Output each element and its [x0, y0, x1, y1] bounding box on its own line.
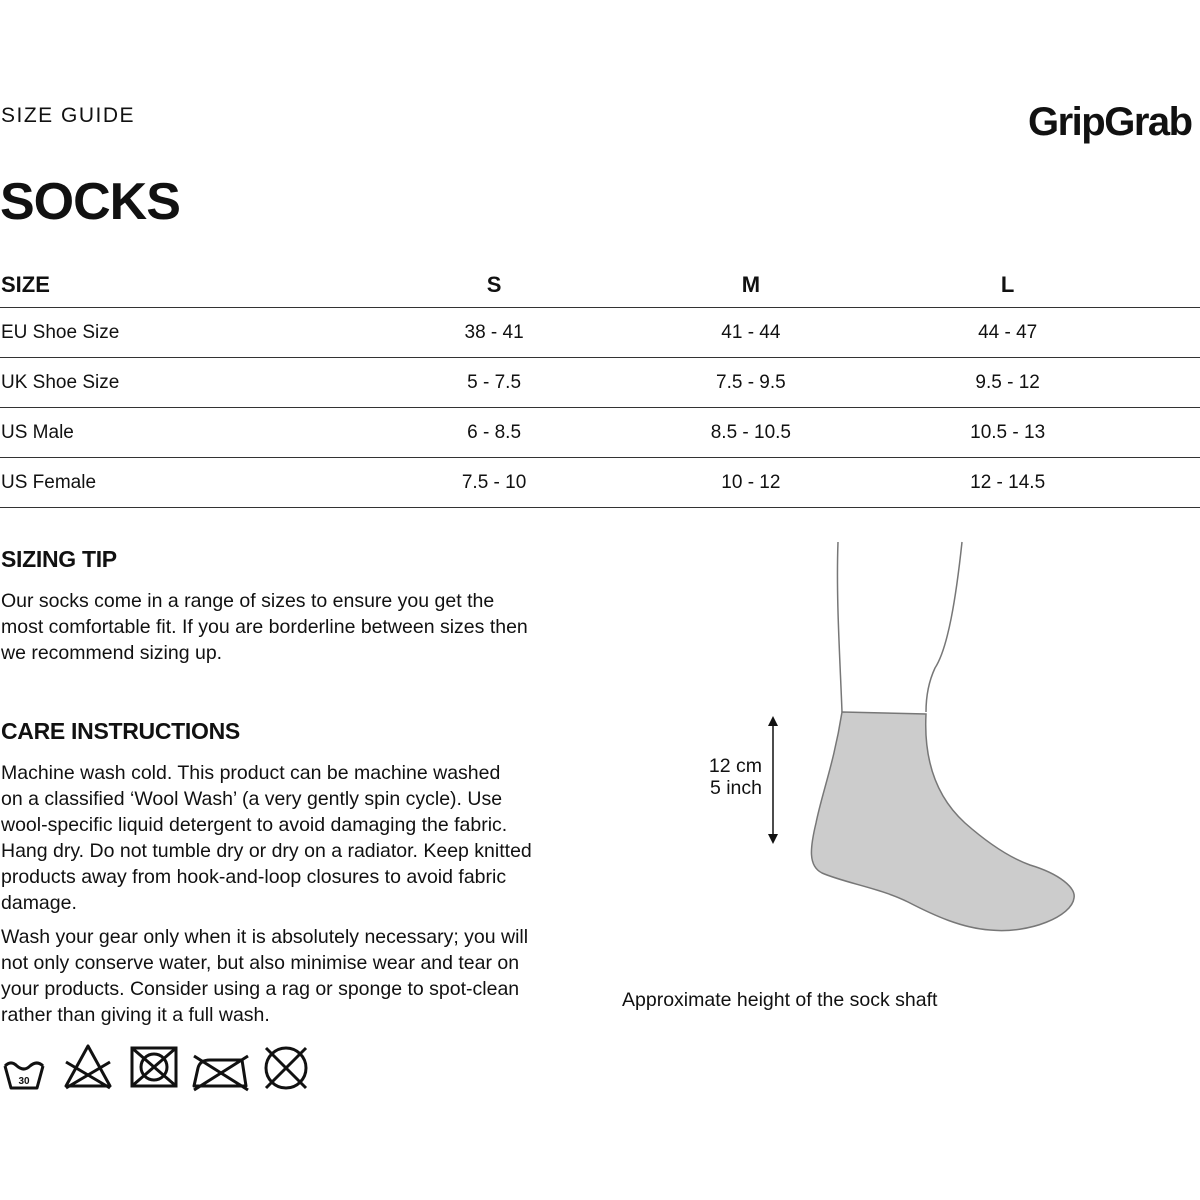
table-cell: 38 - 41 — [366, 308, 623, 358]
table-row — [0, 408, 1200, 458]
table-cell: 7.5 - 9.5 — [622, 358, 879, 408]
measure-inch: 5 inch — [709, 777, 762, 799]
header-size: SIZE — [0, 262, 366, 308]
table-cell: 44 - 47 — [879, 308, 1136, 358]
wash-30-icon — [5, 1063, 43, 1088]
sizing-tip-line: most comfortable fit. If you are borderline between sizes then — [1, 616, 528, 638]
row-label: US Female — [0, 458, 366, 508]
care-instructions-title: CARE INSTRUCTIONS — [1, 718, 240, 744]
header-m: M — [622, 262, 879, 308]
sock-shape — [811, 712, 1074, 931]
table-cell: 6 - 8.5 — [366, 408, 623, 458]
leg-outline — [837, 542, 962, 712]
care-line: rather than giving it a full wash. — [1, 1004, 270, 1026]
table-row — [0, 458, 1200, 508]
row-label: US Male — [0, 408, 366, 458]
table-cell: 10 - 12 — [622, 458, 879, 508]
table-cell: 41 - 44 — [622, 308, 879, 358]
sock-diagram — [800, 538, 1090, 948]
size-table — [0, 262, 1200, 508]
table-row — [0, 358, 1200, 408]
sizing-tip-line: Our socks come in a range of sizes to ensure you get the — [1, 590, 495, 612]
care-line: Hang dry. Do not tumble dry or dry on a radiator. Keep knitted — [1, 840, 532, 862]
care-line: Wash your gear only when it is absolutely necessary; you will — [1, 926, 529, 948]
care-line: on a classified ‘Wool Wash’ (a very gently spin cycle). Use — [1, 788, 503, 810]
row-spacer — [1136, 458, 1200, 508]
row-spacer — [1136, 308, 1200, 358]
table-cell: 5 - 7.5 — [366, 358, 623, 408]
row-label: UK Shoe Size — [0, 358, 366, 408]
row-spacer — [1136, 358, 1200, 408]
sizing-tip-line: we recommend sizing up. — [1, 642, 223, 664]
do-not-iron-icon — [194, 1056, 248, 1090]
table-cell: 7.5 - 10 — [366, 458, 623, 508]
do-not-dry-clean-icon — [266, 1048, 306, 1088]
gripgrab-logo: GripGrab — [1028, 100, 1192, 144]
header-l: L — [879, 262, 1136, 308]
wash-temp-label: 30 — [18, 1076, 30, 1087]
table-row — [0, 308, 1200, 358]
diagram-caption: Approximate height of the sock shaft — [622, 989, 938, 1011]
table-cell: 12 - 14.5 — [879, 458, 1136, 508]
do-not-tumble-dry-icon — [132, 1048, 176, 1086]
table-cell: 10.5 - 13 — [879, 408, 1136, 458]
care-icons — [0, 1042, 320, 1098]
shaft-height-label — [690, 755, 762, 799]
header-s: S — [366, 262, 623, 308]
measure-cm: 12 cm — [708, 755, 762, 777]
care-line: Machine wash cold. This product can be machine washed — [1, 762, 501, 784]
care-line: products away from hook-and-loop closures to avoid fabric — [1, 866, 507, 888]
page-title: SOCKS — [0, 173, 180, 231]
sizing-tip-title: SIZING TIP — [1, 546, 117, 572]
care-line: not only conserve water, but also minimise wear and tear on — [1, 952, 520, 974]
care-paragraph-1 — [1, 760, 532, 916]
sizing-tip-text — [1, 588, 528, 666]
care-paragraph-2 — [1, 924, 528, 1028]
size-table-header-row — [0, 262, 1200, 308]
row-label: EU Shoe Size — [0, 308, 366, 358]
do-not-bleach-icon — [66, 1046, 110, 1088]
size-guide-label: SIZE GUIDE — [1, 104, 136, 127]
care-line: wool-specific liquid detergent to avoid damaging the fabric. — [1, 814, 508, 836]
row-spacer — [1136, 408, 1200, 458]
care-line: your products. Consider using a rag or sponge to spot-clean — [1, 978, 520, 1000]
table-cell: 9.5 - 12 — [879, 358, 1136, 408]
height-arrow — [760, 712, 786, 852]
care-line: damage. — [1, 892, 77, 914]
table-cell: 8.5 - 10.5 — [622, 408, 879, 458]
header-spacer — [1136, 262, 1200, 308]
